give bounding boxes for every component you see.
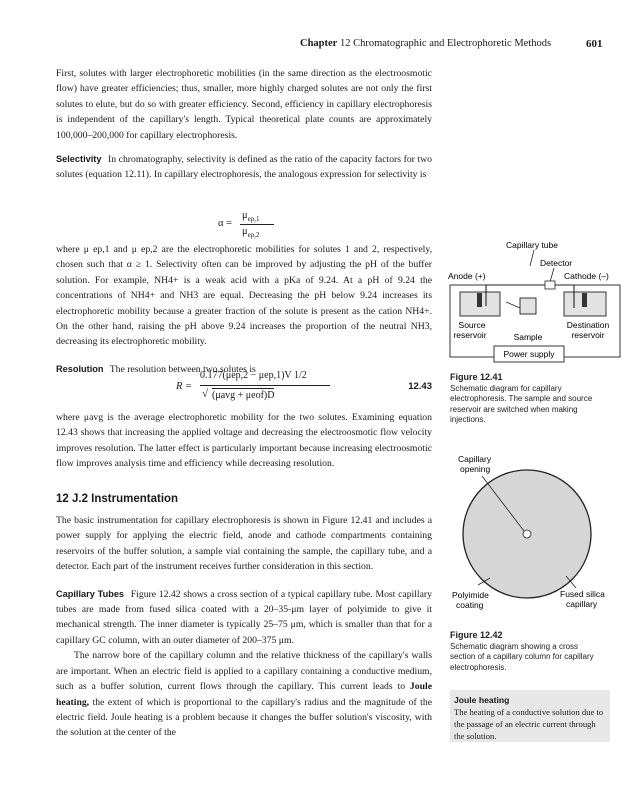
margin-note-joule-heating xyxy=(450,690,610,742)
paragraph-resolution-discussion: where μavg is the average electrophoretic mobility for the two solutes. Examining equation 12.43 shows that increasing the applied voltage and decreasing the electroosmotic flow velocity improves resolution. The latter effect is particularly important because increasing electroosmotic flow improves analysis time and efficiency while decreasing resolution. xyxy=(56,412,432,470)
selectivity-text: In chromatography, selectivity is defined as the ratio of the capacity factors for two solutes (equation 12.11). In capillary electrophoresis, the analogous expression for selectivity is xyxy=(56,154,432,181)
label-capillary-tube: Capillary tube xyxy=(506,240,558,250)
running-header xyxy=(300,38,600,49)
resolution-eq-denominator: (μavg + μeof)D xyxy=(212,390,275,401)
main-column-lower xyxy=(56,410,432,741)
leader-line xyxy=(550,268,554,282)
label-anode: Anode (+) xyxy=(448,271,486,281)
sqrt-sign: √ xyxy=(202,388,209,400)
resolution-equation xyxy=(176,370,432,404)
label-capillary-opening: Capillary xyxy=(458,454,492,464)
capillary-bore xyxy=(523,530,531,538)
selectivity-eq-denominator xyxy=(242,226,260,239)
resolution-fraction-bar xyxy=(200,385,330,386)
selectivity-heading: Selectivity xyxy=(56,154,102,165)
switch-arrow xyxy=(506,302,520,308)
paragraph-ph: where μ ep,1 and μ ep,2 are the electrophoretic mobilities for solutes 1 and 2, respectively, chosen such that α ≥ 1. Selectivity often can be improved by adjusting the pH of the buffer solution. For example, NH4+ is a weak acid with a pKa of 9.24. At a pH of 9.24 the concentrations of NH4+ and NH3 are equal. Decreasing the pH below 9.24 increases its electrophoretic mobility because a greater fraction of the solute is present as the cation NH4+. On the other hand, raising the pH above 9.24 increases the proportion of the neutral NH3, decreasing its electrophoretic mobility. xyxy=(56,244,432,348)
paragraph-instrumentation: The basic instrumentation for capillary electrophoresis is shown in Figure 12.41 and includes a power supply for applying the electric field, anode and cathode compartments containing reservoirs of the buffer solution, a sample vial containing the sample, the capillary tube, and a detector. Each part of the instrument receives further consideration in this section. xyxy=(56,515,432,573)
anode-electrode xyxy=(477,293,482,307)
equation-number: 12.43 xyxy=(408,381,432,392)
label-cathode: Cathode (–) xyxy=(564,271,609,281)
figure-12-42-title: Figure 12.42 xyxy=(450,630,503,640)
label-polyimide: Polyimide xyxy=(452,590,489,600)
cathode-electrode xyxy=(582,293,587,307)
paragraph-selectivity xyxy=(56,152,432,183)
denominator-subscript: ep,2 xyxy=(247,231,260,240)
label-capillary-opening-2: opening xyxy=(460,464,491,474)
label-destination-reservoir: reservoir xyxy=(571,330,605,340)
figure-12-41-text: Schematic diagram for capillary electrophoresis. The sample and source reservoir are switched when making injections. xyxy=(450,383,593,424)
selectivity-eq-lhs: α = xyxy=(218,218,233,229)
joule-text-b: the extent of which is proportional to the capillary's radius and the magnitude of the electric field. Joule heating is a problem because it changes the buffer solution's viscosity, with the solution at the center of the xyxy=(56,696,432,739)
figure-12-42-text: Schematic diagram showing a cross section of a capillary column for capillary electrophoresis. xyxy=(450,641,594,672)
capillary-tubes-heading: Capillary Tubes xyxy=(56,588,125,599)
section-heading-instrumentation: 12 J.2 Instrumentation xyxy=(56,492,179,505)
figure-12-41-caption xyxy=(450,372,600,426)
mu-symbol: μ xyxy=(242,210,248,221)
chapter-label: Chapter xyxy=(300,38,338,49)
label-sample: Sample xyxy=(513,332,543,342)
paragraph-capillary-tubes xyxy=(56,587,432,649)
mu-symbol: μ xyxy=(242,226,248,237)
resolution-eq-numerator: 0.177(μep,2 − μep,1)V 1/2 xyxy=(200,370,307,381)
figure-12-41-diagram xyxy=(446,236,624,366)
page-number: 601 xyxy=(586,38,603,50)
sample-vial xyxy=(520,298,536,314)
fraction-bar xyxy=(240,224,274,225)
leader-line xyxy=(530,250,534,266)
joule-term: Joule heating, xyxy=(56,681,432,708)
label-source-reservoir: reservoir xyxy=(453,330,487,340)
paragraph-joule xyxy=(56,648,432,740)
label-detector: Detector xyxy=(540,258,573,268)
joule-text-a: The narrow bore of the capillary column and the relative thickness of the capillary's walls are important. When an electric field is applied to a capillary containing a conductive medium, such as a buffer solution, current flows through the capillary. This current leads to xyxy=(56,650,432,693)
label-power-supply: Power supply xyxy=(503,349,555,359)
label-fused-silica: Fused silica xyxy=(560,589,605,599)
label-destination: Destination xyxy=(566,320,610,330)
selectivity-eq-numerator xyxy=(242,210,260,223)
label-fused-silica-2: capillary xyxy=(566,599,598,609)
margin-note-term: Joule heating xyxy=(454,695,510,705)
label-source: Source xyxy=(458,320,486,330)
resolution-eq-lhs: R = xyxy=(176,381,193,392)
label-polyimide-2: coating xyxy=(456,600,484,610)
main-column-top xyxy=(56,66,432,183)
resolution-heading: Resolution xyxy=(56,363,104,374)
capillary-tubes-text: Figure 12.42 shows a cross section of a typical capillary tube. Most capillary tubes are made from fused silica coated with a 20–35-μm layer of polyimide to give it mechanical strength. The inner diameter is typically 25–75 μm, which is smaller than that for a capillary GC column, with an outer diameter of 200–375 μm. xyxy=(56,588,432,646)
numerator-subscript: ep,1 xyxy=(247,215,260,224)
figure-12-42-diagram xyxy=(446,452,624,624)
margin-note-definition: The heating of a conductive solution due to the passage of an electric current through the solution. xyxy=(454,707,604,741)
paragraph-efficiency: First, solutes with larger electrophoretic mobilities (in the same direction as the electroosmotic flow) have greater efficiencies; thus, smaller, more highly charged solutes are not only the first solutes to elute, but do so with greater efficiency. Second, efficiency in capillary electrophoresis is independent of the capillary's length. Typical theoretical plate counts are approximately 100,000–200,000 for capillary electrophoresis. xyxy=(56,68,432,141)
detector-box xyxy=(545,281,555,289)
chapter-number: 12 xyxy=(339,38,351,49)
resolution-text: The resolution between two solutes is xyxy=(109,363,256,375)
chapter-title: Chromatographic and Electrophoretic Methods xyxy=(353,38,552,49)
figure-12-42-caption xyxy=(450,630,600,673)
main-column-middle xyxy=(56,242,432,377)
figure-12-41-title: Figure 12.41 xyxy=(450,372,503,382)
